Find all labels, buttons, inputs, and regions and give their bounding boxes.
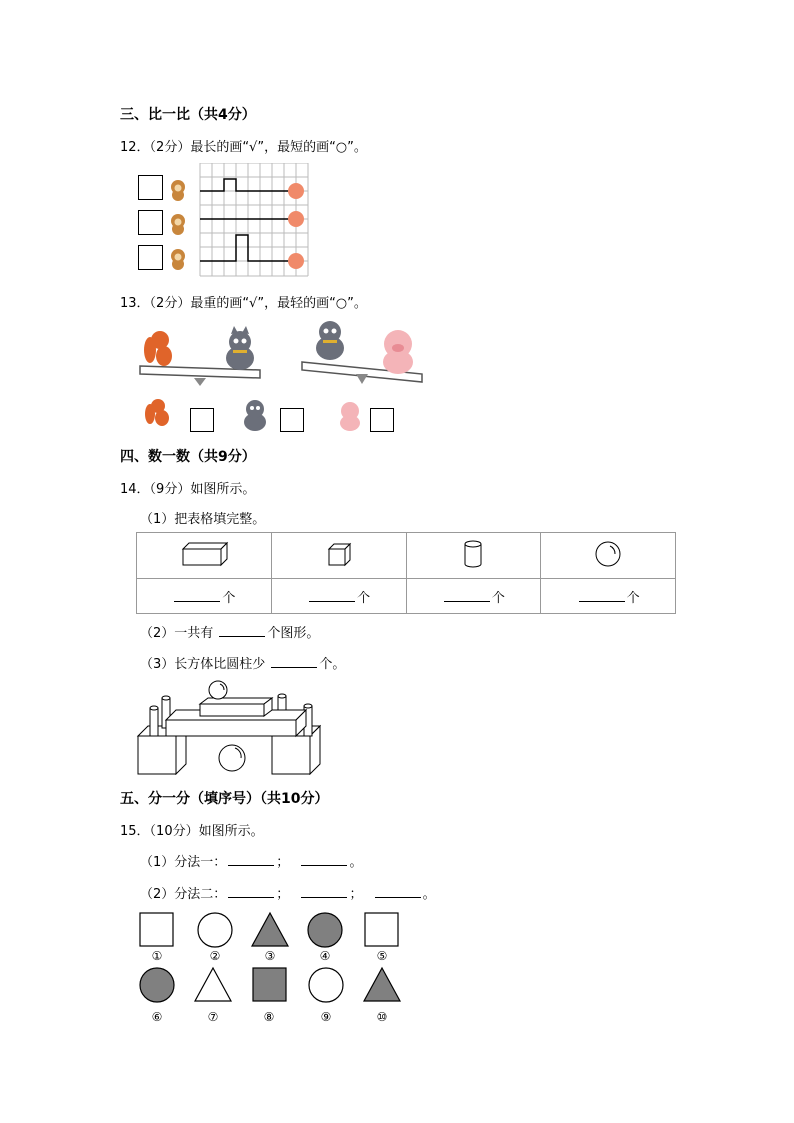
shape-number-label: ①: [151, 949, 163, 963]
answer-blank[interactable]: [301, 885, 347, 898]
question-15-text: 15．（10分）如图所示。: [120, 824, 264, 839]
section-4-heading: 四、数一数（共9分）: [120, 449, 256, 465]
shape-structure-figure: [136, 680, 321, 775]
square-shape-1: [140, 913, 173, 946]
square-shape-8: [253, 968, 286, 1001]
cylinder-cell: [406, 533, 541, 579]
cylinder-icon: [462, 539, 484, 569]
circle-shape-9: [309, 968, 343, 1002]
monkey-ruler-grid: [166, 163, 316, 277]
q14-part3: （3）长方体比圆柱少 个。: [140, 657, 346, 672]
answer-blank[interactable]: [228, 853, 274, 866]
cube-cell: [271, 533, 406, 579]
answer-blank[interactable]: [228, 885, 274, 898]
answer-box-pig[interactable]: [370, 408, 394, 432]
answer-box-row3[interactable]: [138, 245, 163, 270]
cat-icon: [244, 400, 266, 431]
circle-shape-4: [308, 913, 342, 947]
q15-part2: （2）分法二： ； ； 。: [140, 887, 436, 902]
answer-blank[interactable]: [271, 655, 317, 668]
answer-blank[interactable]: [301, 853, 347, 866]
cube-icon: [326, 541, 352, 567]
line-row1: [200, 179, 292, 191]
shape-number-label: ④: [319, 949, 331, 963]
shape-number-label: ⑤: [376, 949, 388, 963]
squirrel-icon: [144, 331, 172, 366]
answer-box-squirrel[interactable]: [190, 408, 214, 432]
q12-figure: [138, 163, 318, 277]
question-14-text: 14．（9分）如图所示。: [120, 482, 256, 497]
square-shape-5: [365, 913, 398, 946]
section-5-heading: 五、分一分（填序号）（共10分）: [120, 791, 329, 807]
cat-icon: [316, 321, 344, 360]
answer-blank[interactable]: [375, 885, 421, 898]
cube-count-cell[interactable]: 个: [271, 579, 406, 614]
squirrel-icon: [145, 399, 169, 426]
triangle-shape-10: [364, 968, 400, 1001]
triangle-shape-7: [195, 968, 231, 1001]
shape-number-label: ⑥: [151, 1010, 163, 1024]
cuboid-count-cell[interactable]: 个: [137, 579, 272, 614]
circle-shape-2: [198, 913, 232, 947]
shape-number-label: ⑩: [376, 1010, 388, 1024]
question-12-text: 12．（2分）最长的画“√”，最短的画“○”。: [120, 140, 367, 155]
cylinder-count-cell[interactable]: 个: [406, 579, 541, 614]
answer-blank[interactable]: [219, 624, 265, 637]
shape-count-table: [136, 532, 676, 614]
q14-part1: （1）把表格填完整。: [140, 512, 266, 527]
sphere-icon: [593, 539, 623, 569]
pig-icon: [383, 330, 413, 374]
triangle-shape-3: [252, 913, 288, 946]
line-row3: [200, 235, 292, 261]
cuboid-icon: [179, 541, 229, 567]
answer-box-row2[interactable]: [138, 210, 163, 235]
circle-shape-6: [140, 968, 174, 1002]
sphere-cell: [541, 533, 676, 579]
q13-figure: [138, 320, 423, 436]
cuboid-cell: [137, 533, 272, 579]
pig-icon: [340, 402, 360, 431]
cat-icon: [226, 326, 254, 370]
peach-icon: [288, 183, 304, 269]
shape-number-label: ③: [264, 949, 276, 963]
q15-part1: （1）分法一： ； 。: [140, 855, 363, 870]
shape-number-label: ⑦: [207, 1010, 219, 1024]
question-13-text: 13．（2分）最重的画“√”，最轻的画“○”。: [120, 296, 367, 311]
answer-box-cat[interactable]: [280, 408, 304, 432]
answer-box-row1[interactable]: [138, 175, 163, 200]
section-3-heading: 三、比一比（共4分）: [120, 107, 256, 123]
sphere-count-cell[interactable]: 个: [541, 579, 676, 614]
shape-number-label: ⑨: [320, 1010, 332, 1024]
q14-part2: （2）一共有 个图形。: [140, 626, 320, 641]
shape-number-label: ⑧: [263, 1010, 275, 1024]
shape-number-label: ②: [209, 949, 221, 963]
